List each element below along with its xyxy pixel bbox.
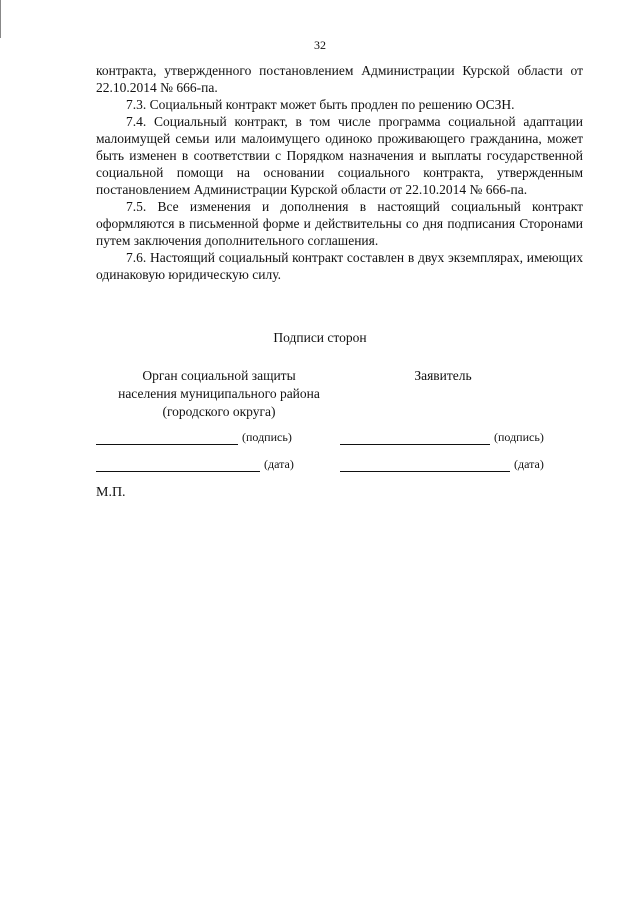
- signatures-title: Подписи сторон: [273, 330, 367, 345]
- page-number: 32: [314, 38, 326, 52]
- left-date-line: [96, 457, 294, 472]
- right-signature-line: [340, 430, 544, 445]
- right-signature-caption: (подпись): [494, 430, 544, 444]
- right-date-caption: (дата): [514, 457, 544, 471]
- scan-edge-mark: [0, 0, 1, 38]
- right-signature-blank: [340, 432, 490, 445]
- stamp-place-label: М.П.: [96, 485, 126, 500]
- left-date-caption: (дата): [264, 457, 294, 471]
- paragraph-7-5: 7.5. Все изменения и дополнения в настоящий социальный контракт оформляются в письменной форме и действительны со дня подписания Сторонами путем заключения дополнительного соглашения.: [96, 199, 583, 248]
- paragraph-7-6: 7.6. Настоящий социальный контракт составлен в двух экземплярах, имеющих одинаковую юридическую силу.: [96, 250, 583, 282]
- left-date-blank: [96, 459, 260, 472]
- left-signature-blank: [96, 432, 238, 445]
- party-left-line-3: (городского округа): [162, 404, 276, 419]
- party-left-line-2: населения муниципального района: [118, 386, 320, 401]
- party-social-protection-authority: [96, 367, 342, 421]
- paragraph-7-4: 7.4. Социальный контракт, в том числе программа социальной адаптации малоимущей семьи или малоимущего одиноко проживающего гражданина, может быть изменен в соответствии с Порядком назначения и выплаты государственной социальной помощи на основании социального контракта, утвержденным постановлением Администрации Курской области от 22.10.2014 № 666-па.: [96, 114, 583, 197]
- party-applicant: Заявитель: [414, 368, 472, 383]
- document-body: [96, 62, 583, 283]
- party-left-line-1: Орган социальной защиты: [142, 368, 296, 383]
- right-date-line: [340, 457, 544, 472]
- left-signature-line: [96, 430, 292, 445]
- paragraph-7-3: 7.3. Социальный контракт может быть продлен по решению ОСЗН.: [126, 97, 515, 112]
- left-signature-caption: (подпись): [242, 430, 292, 444]
- paragraph-continuation: контракта, утвержденного постановлением Администрации Курской области от 22.10.2014 № 666-па.: [96, 63, 583, 95]
- right-date-blank: [340, 459, 510, 472]
